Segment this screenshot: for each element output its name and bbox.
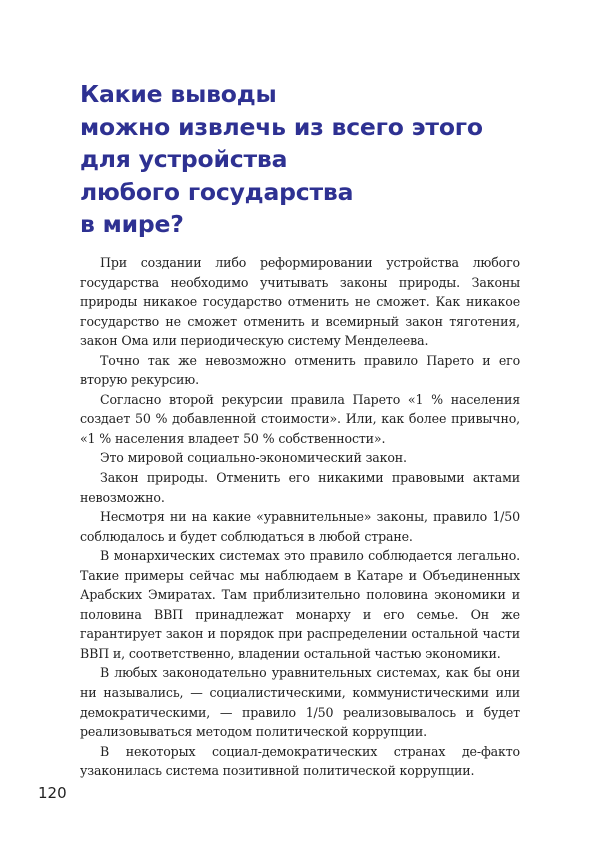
paragraph: Точно так же невозможно отменить правило Парето и его вторую рекурсию. [80,352,520,388]
page-number: 120 [38,784,67,802]
title-line: Какие выводы [80,80,277,108]
chapter-title [80,78,540,241]
paragraph: Согласно второй рекурсии правила Парето «1 % населения создает 50 % добавленной стоимости». Или, как более привычно, «1 % населения владеет 50 % собственности». [80,391,520,446]
paragraph: Это мировой социально-экономический закон. [100,450,407,466]
title-line: в мире? [80,210,184,238]
title-line: любого государства [80,177,354,206]
paragraph: В некоторых социал-демократических странах де-факто узаконилась система позитивной политической коррупции. [80,743,520,779]
title-line: для устройства [80,145,288,173]
title-line: можно извлечь из всего этого [80,112,483,141]
paragraph: Закон природы. Отменить его никакими правовыми актами невозможно. [80,470,520,505]
body-text [80,253,520,781]
paragraph: При создании либо реформировании устройства любого государства необходимо учитывать законы природы. Законы природы никакое государство отменить не сможет. Как никакое государство не сможет отменить и всемирный закон тяготения, закон Ома или периодическую систему Менделеева. [80,255,520,349]
paragraph: В любых законодательно уравнительных системах, как бы они ни назывались, — социалистическими, коммунистическими или демократическими, — правило 1/50 реализовывалось и будет реализовываться методом политической коррупции. [80,665,520,740]
paragraph: Несмотря ни на какие «уравнительные» законы, правило 1/50 соблюдалось и будет соблюдаться в любой стране. [80,509,520,544]
paragraph: В монархических системах это правило соблюдается легально. Такие примеры сейчас мы наблюдаем в Катаре и Объединенных Арабских Эмиратах. Там приблизительно половина экономики и половина ВВП принадлежат монарху и его семье. Он же гарантирует закон и порядок при распределении остальной части ВВП и, соответственно, владении остальной частью экономики. [80,548,520,661]
